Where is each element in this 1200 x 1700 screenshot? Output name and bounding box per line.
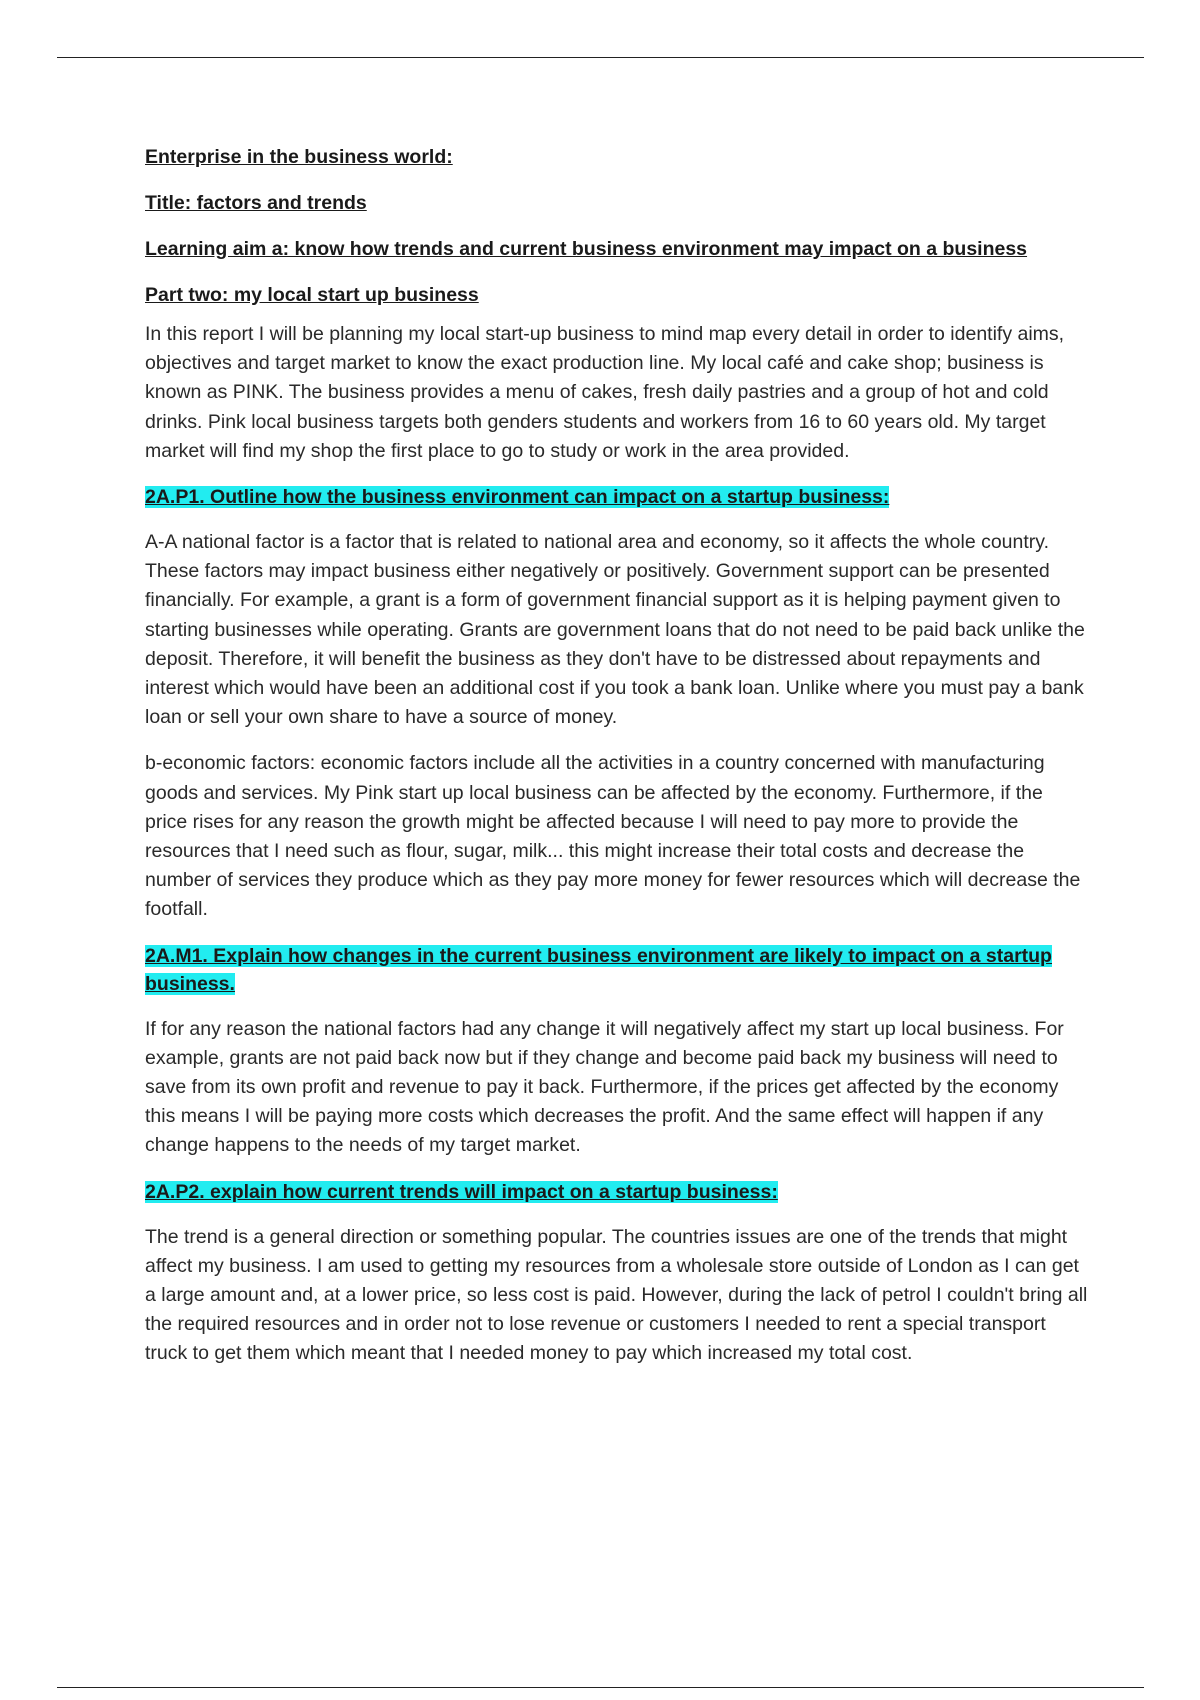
criterion-m1-heading: 2A.M1. Explain how changes in the current business environment are likely to impact on a startup business. [145, 944, 1052, 995]
economic-factors-paragraph: b-economic factors: economic factors include all the activities in a country concerned with manufacturing goods and services. My Pink start up local business can be affected by the economy. Furthermore, if the price rises for any reason the growth might be affected because I will need to pay more to provide the resources that I need such as flour, sugar, milk... this might increase their total costs and decrease the number of services they produce which as they pay more money for fewer resources which will decrease the footfall. [145, 752, 1081, 921]
heading-title: Title: factors and trends [145, 192, 367, 214]
national-factors-paragraph: A-A national factor is a factor that is related to national area and economy, so it affects the whole country. These factors may impact business either negatively or positively. Government support can be presented financially. For example, a grant is a form of government financial support as it is helping payment given to starting businesses while operating. Grants are government loans that do not need to be paid back unlike the deposit. Therefore, it will benefit the business as they don't have to be distressed about repayments and interest which would have been an additional cost if you took a bank loan. Unlike where you must pay a bank loan or sell your own share to have a source of money. [145, 531, 1085, 729]
document-body [145, 144, 1090, 1386]
intro-paragraph: In this report I will be planning my local start-up business to mind map every detail in order to identify aims, objectives and target market to know the exact production line. My local café and cake shop; business is known as PINK. The business provides a menu of cakes, fresh daily pastries and a group of hot and cold drinks. Pink local business targets both genders students and workers from 16 to 60 years old. My target market will find my shop the first place to go to study or work in the area provided. [145, 323, 1065, 462]
p2-paragraph: The trend is a general direction or something popular. The countries issues are one of the trends that might affect my business. I am used to getting my resources from a wholesale store outside of London as I can get a large amount and, at a lower price, so less cost is paid. However, during the lack of petrol I couldn't bring all the required resources and in order not to lose revenue or customers I needed to rent a special transport truck to get them which meant that I needed money to pay which increased my total cost. [145, 1225, 1088, 1365]
criterion-m1-block [145, 942, 1090, 998]
criterion-p1-heading: 2A.P1. Outline how the business environment can impact on a startup business: [145, 486, 890, 509]
heading-enterprise: Enterprise in the business world: [145, 146, 453, 168]
m1-paragraph: If for any reason the national factors had any change it will negatively affect my start up local business. For example, grants are not paid back now but if they change and become paid back my business will need to save from its own profit and revenue to pay it back. Furthermore, if the prices get affected by the economy this means I will be paying more costs which decreases the profit. And the same effect will happen if any change happens to the needs of my target market. [145, 1017, 1064, 1157]
heading-learning-aim: Learning aim a: know how trends and current business environment may impact on a business [145, 238, 1028, 260]
criterion-p2-block [145, 1178, 1090, 1206]
page-bottom-rule [57, 1687, 1144, 1688]
criterion-p2-heading: 2A.P2. explain how current trends will impact on a startup business: [145, 1180, 778, 1203]
criterion-p1-block [145, 483, 1090, 511]
heading-part-two: Part two: my local start up business [145, 284, 479, 306]
page-top-rule [57, 57, 1144, 58]
